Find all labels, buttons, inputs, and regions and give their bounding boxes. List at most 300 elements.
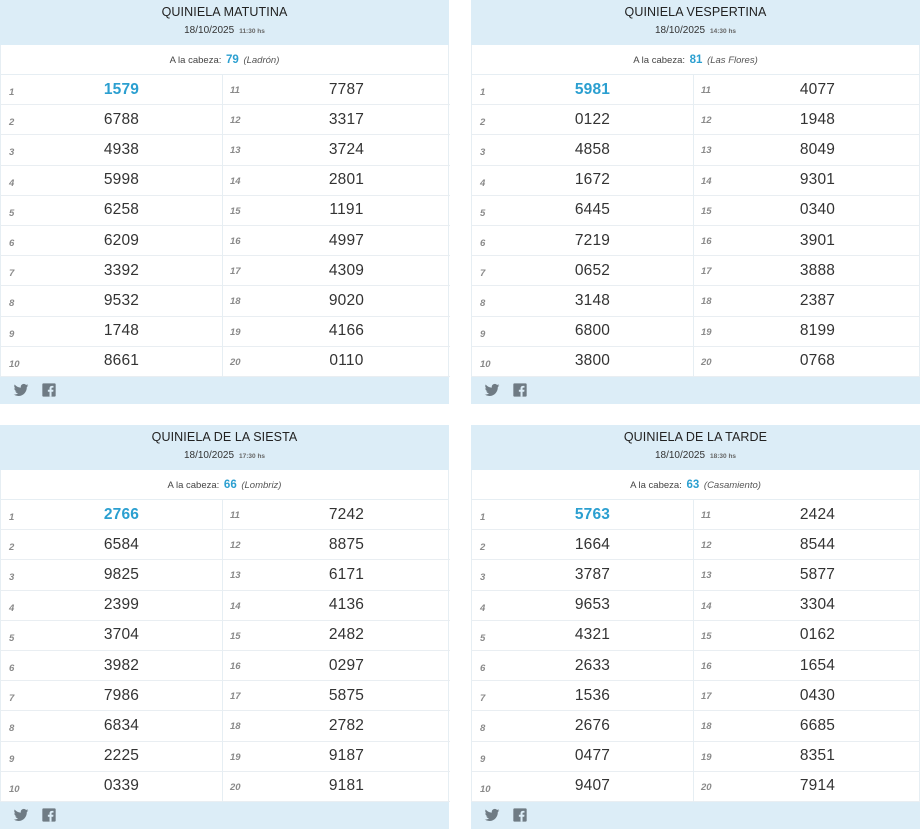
result-number: 0162	[799, 626, 836, 644]
result-number: 5875	[328, 686, 365, 704]
result-row	[1, 711, 222, 741]
result-row	[694, 711, 920, 741]
result-number: 4309	[328, 261, 365, 279]
result-position: 16	[701, 660, 712, 672]
result-row	[223, 591, 450, 621]
result-position: 17	[701, 266, 712, 278]
result-row	[472, 621, 693, 651]
twitter-icon[interactable]	[13, 807, 29, 823]
result-position: 2	[480, 542, 486, 554]
draw-title: QUINIELA MATUTINA	[161, 5, 288, 19]
result-position: 20	[701, 356, 712, 368]
result-number: 1664	[574, 535, 611, 553]
result-row	[694, 560, 920, 590]
result-position: 19	[230, 751, 241, 763]
result-position: 4	[480, 177, 486, 189]
result-number: 7914	[799, 777, 836, 795]
result-row	[1, 772, 222, 802]
result-row	[223, 500, 450, 530]
results-column-right	[223, 500, 450, 802]
result-row	[223, 651, 450, 681]
card-header	[471, 425, 920, 470]
result-row	[1, 286, 222, 316]
result-number: 0340	[799, 201, 836, 219]
results-grid	[471, 500, 920, 802]
draw-title: QUINIELA DE LA SIESTA	[151, 430, 298, 444]
result-position: 8	[9, 723, 15, 735]
result-position: 7	[480, 268, 486, 280]
result-row	[472, 166, 693, 196]
result-number: 2387	[799, 291, 836, 309]
result-position: 2	[480, 117, 486, 129]
result-row	[223, 530, 450, 560]
draw-card-siesta	[0, 425, 449, 829]
result-position: 12	[701, 115, 712, 127]
result-row	[694, 256, 920, 286]
result-number: 3888	[799, 261, 836, 279]
cabeza-number: 66	[223, 479, 237, 491]
result-position: 10	[480, 783, 491, 795]
cabeza-label: A la cabeza:	[633, 55, 685, 66]
result-position: 16	[230, 660, 241, 672]
result-row	[223, 135, 450, 165]
result-number: 3148	[574, 291, 611, 309]
result-row	[223, 347, 450, 377]
draw-card-matutina	[0, 0, 449, 404]
draw-date: 18/10/2025	[654, 25, 706, 36]
result-position: 14	[701, 600, 712, 612]
cabeza-label: A la cabeza:	[167, 480, 220, 491]
result-number: 7986	[103, 686, 140, 704]
result-position: 11	[230, 85, 240, 96]
draw-time: 11:30 hs	[239, 28, 265, 35]
result-row	[1, 742, 222, 772]
result-position: 6	[480, 237, 486, 249]
result-number: 4077	[799, 80, 836, 98]
results-column-left	[472, 500, 694, 802]
result-position: 7	[9, 693, 15, 705]
cabeza-name: (Ladrón)	[243, 55, 280, 66]
result-row	[1, 621, 222, 651]
result-row	[1, 196, 222, 226]
result-position: 15	[230, 205, 241, 217]
result-row	[694, 742, 920, 772]
result-position: 18	[230, 721, 241, 733]
result-number: 2782	[328, 716, 365, 734]
result-position: 5	[9, 207, 15, 219]
result-number: 0297	[328, 656, 365, 674]
result-position: 13	[230, 570, 241, 582]
result-row	[223, 681, 450, 711]
result-row	[472, 742, 693, 772]
result-row	[694, 591, 920, 621]
result-number: 9653	[574, 596, 611, 614]
result-row	[472, 317, 693, 347]
result-number: 6258	[103, 201, 140, 219]
result-number: 7787	[328, 80, 365, 98]
result-position: 20	[230, 781, 241, 793]
result-number: 0652	[574, 261, 611, 279]
result-row	[1, 530, 222, 560]
cabeza-row	[471, 470, 920, 500]
result-number: 7219	[574, 231, 611, 249]
result-row	[694, 347, 920, 377]
result-number: 2766	[103, 505, 140, 523]
result-number: 6445	[574, 201, 611, 219]
results-column-right	[694, 500, 920, 802]
result-row	[472, 772, 693, 802]
result-position: 17	[230, 691, 241, 703]
result-row	[223, 742, 450, 772]
draw-title: QUINIELA VESPERTINA	[624, 5, 767, 19]
results-column-right	[223, 75, 450, 377]
twitter-icon[interactable]	[484, 807, 500, 823]
result-row	[694, 75, 920, 105]
result-number: 9187	[328, 747, 365, 765]
result-number: 4997	[328, 231, 365, 249]
cabeza-number: 79	[226, 54, 239, 66]
result-position: 18	[701, 721, 712, 733]
result-row	[472, 681, 693, 711]
draw-date-row	[0, 25, 449, 38]
results-column-right	[694, 75, 920, 377]
result-number: 4938	[103, 140, 140, 158]
result-row	[223, 286, 450, 316]
result-row	[1, 347, 222, 377]
result-row	[472, 256, 693, 286]
result-row	[472, 560, 693, 590]
result-position: 15	[701, 205, 712, 217]
result-position: 19	[701, 751, 712, 763]
result-row	[472, 75, 693, 105]
result-row	[694, 135, 920, 165]
result-position: 3	[480, 147, 486, 159]
result-position: 8	[480, 298, 486, 310]
result-row	[1, 681, 222, 711]
results-grid	[0, 500, 449, 802]
cabeza-number: 63	[686, 479, 700, 491]
result-row	[472, 711, 693, 741]
twitter-icon[interactable]	[13, 382, 29, 398]
result-row	[694, 226, 920, 256]
result-number: 4321	[574, 626, 611, 644]
result-number: 3704	[103, 626, 140, 644]
result-position: 6	[9, 237, 15, 249]
result-number: 3304	[799, 596, 836, 614]
result-row	[694, 105, 920, 135]
result-number: 3724	[328, 140, 365, 158]
result-row	[694, 500, 920, 530]
result-number: 3392	[103, 261, 140, 279]
result-number: 1948	[799, 110, 836, 128]
result-row	[1, 591, 222, 621]
draw-time: 17:30 hs	[239, 453, 266, 460]
result-number: 1191	[329, 201, 364, 219]
card-header	[0, 0, 449, 45]
result-position: 1	[9, 512, 15, 523]
result-number: 6834	[103, 716, 140, 734]
result-position: 16	[701, 235, 712, 247]
result-number: 2482	[328, 626, 365, 644]
result-number: 3317	[328, 110, 365, 128]
result-row	[223, 317, 450, 347]
result-number: 9181	[328, 777, 365, 795]
result-row	[472, 286, 693, 316]
result-row	[1, 75, 222, 105]
result-row	[694, 681, 920, 711]
result-position: 13	[701, 145, 712, 157]
result-number: 6171	[328, 565, 365, 583]
result-number: 0110	[329, 352, 364, 370]
draw-date: 18/10/2025	[654, 450, 706, 461]
draw-date: 18/10/2025	[183, 450, 235, 461]
result-position: 5	[480, 207, 486, 219]
draw-date-row	[471, 25, 920, 38]
result-number: 4136	[328, 596, 365, 614]
result-row	[472, 135, 693, 165]
result-number: 8049	[799, 140, 836, 158]
result-number: 6685	[799, 716, 836, 734]
result-number: 0122	[574, 110, 611, 128]
result-number: 4858	[574, 140, 611, 158]
result-number: 6584	[103, 535, 140, 553]
result-row	[223, 621, 450, 651]
result-number: 6209	[103, 231, 140, 249]
result-number: 9020	[328, 291, 365, 309]
result-row	[694, 317, 920, 347]
result-position: 2	[9, 117, 15, 129]
result-row	[223, 772, 450, 802]
result-row	[1, 226, 222, 256]
result-row	[472, 105, 693, 135]
result-row	[694, 286, 920, 316]
result-position: 3	[480, 572, 486, 584]
result-number: 5763	[574, 505, 611, 523]
result-number: 6788	[103, 110, 140, 128]
cabeza-row	[471, 45, 920, 75]
result-row	[1, 651, 222, 681]
result-position: 20	[701, 781, 712, 793]
cabeza-number: 81	[689, 54, 703, 66]
share-bar	[471, 802, 920, 829]
result-position: 8	[480, 723, 486, 735]
draw-title: QUINIELA DE LA TARDE	[623, 430, 768, 444]
result-position: 9	[480, 328, 486, 340]
result-position: 4	[9, 602, 15, 614]
result-row	[694, 166, 920, 196]
result-position: 4	[480, 602, 486, 614]
result-number: 0430	[799, 686, 836, 704]
result-position: 13	[701, 570, 712, 582]
result-position: 2	[9, 542, 15, 554]
result-number: 8351	[799, 747, 836, 765]
draw-card-tarde	[471, 425, 920, 829]
result-number: 8661	[103, 352, 140, 370]
result-number: 0339	[103, 777, 140, 795]
result-position: 7	[9, 268, 15, 280]
result-row	[223, 226, 450, 256]
facebook-icon[interactable]	[512, 382, 528, 398]
result-number: 9301	[799, 171, 836, 189]
result-position: 4	[9, 177, 15, 189]
share-bar	[471, 377, 920, 404]
result-row	[1, 256, 222, 286]
result-position: 5	[9, 632, 15, 644]
result-number: 3982	[103, 656, 140, 674]
result-position: 15	[701, 630, 712, 642]
card-header	[0, 425, 449, 470]
result-number: 1654	[799, 656, 836, 674]
result-position: 10	[480, 358, 491, 370]
result-position: 10	[9, 783, 20, 795]
result-number: 3787	[574, 565, 611, 583]
result-position: 14	[701, 175, 712, 187]
result-number: 8875	[328, 535, 365, 553]
result-position: 11	[701, 510, 711, 521]
result-position: 14	[230, 175, 241, 187]
share-bar	[0, 377, 449, 404]
result-number: 5877	[799, 565, 836, 583]
result-position: 15	[230, 630, 241, 642]
results-column-left	[472, 75, 694, 377]
result-position: 1	[9, 87, 15, 98]
result-number: 7242	[328, 505, 365, 523]
facebook-icon[interactable]	[512, 807, 528, 823]
result-number: 3901	[799, 231, 836, 249]
result-position: 6	[9, 662, 15, 674]
result-row	[223, 166, 450, 196]
result-position: 19	[230, 326, 241, 338]
result-row	[223, 196, 450, 226]
cabeza-name: (Lombriz)	[241, 480, 282, 491]
result-position: 8	[9, 298, 15, 310]
result-position: 3	[9, 572, 15, 584]
result-number: 9407	[574, 777, 611, 795]
result-position: 17	[701, 691, 712, 703]
facebook-icon[interactable]	[41, 382, 57, 398]
result-number: 1672	[574, 171, 611, 189]
result-position: 17	[230, 266, 241, 278]
result-number: 6800	[574, 322, 611, 340]
result-row	[472, 226, 693, 256]
draw-date-row	[471, 450, 920, 463]
draw-time: 18:30 hs	[710, 453, 737, 460]
result-number: 5981	[574, 80, 611, 98]
result-number: 0477	[574, 747, 611, 765]
result-number: 2424	[799, 505, 836, 523]
result-row	[1, 560, 222, 590]
results-grid	[471, 75, 920, 377]
result-row	[694, 651, 920, 681]
result-row	[223, 75, 450, 105]
result-row	[1, 135, 222, 165]
draw-date-row	[0, 450, 449, 463]
result-row	[1, 166, 222, 196]
draw-time: 14:30 hs	[710, 28, 737, 35]
result-number: 5998	[103, 171, 140, 189]
result-position: 14	[230, 600, 241, 612]
results-column-left	[1, 500, 223, 802]
result-position: 1	[480, 512, 486, 523]
result-position: 9	[480, 753, 486, 765]
result-position: 13	[230, 145, 241, 157]
result-row	[694, 772, 920, 802]
cabeza-name: (Casamiento)	[703, 480, 761, 491]
result-position: 20	[230, 356, 241, 368]
result-number: 4166	[328, 322, 365, 340]
cabeza-label: A la cabeza:	[630, 480, 682, 491]
result-row	[472, 196, 693, 226]
result-row	[1, 105, 222, 135]
result-position: 1	[480, 87, 486, 98]
result-row	[1, 317, 222, 347]
result-position: 7	[480, 693, 486, 705]
result-number: 9532	[103, 291, 140, 309]
result-number: 1536	[574, 686, 611, 704]
result-number: 2225	[103, 747, 140, 765]
cabeza-row	[0, 45, 449, 75]
result-number: 8199	[799, 322, 836, 340]
result-position: 12	[230, 540, 241, 552]
twitter-icon[interactable]	[484, 382, 500, 398]
results-grid	[0, 75, 449, 377]
result-position: 12	[701, 540, 712, 552]
result-position: 18	[230, 296, 241, 308]
result-position: 16	[230, 235, 241, 247]
cabeza-name: (Las Flores)	[707, 55, 758, 66]
result-position: 9	[9, 328, 15, 340]
card-header	[471, 0, 920, 45]
result-row	[472, 591, 693, 621]
result-number: 2676	[574, 716, 611, 734]
result-position: 19	[701, 326, 712, 338]
result-position: 11	[701, 85, 711, 96]
result-row	[472, 530, 693, 560]
results-column-left	[1, 75, 223, 377]
result-row	[694, 196, 920, 226]
draw-date: 18/10/2025	[184, 25, 235, 36]
result-number: 2801	[328, 171, 365, 189]
result-row	[472, 347, 693, 377]
result-row	[472, 500, 693, 530]
result-row	[694, 621, 920, 651]
result-number: 1748	[103, 322, 140, 340]
result-number: 0768	[799, 352, 836, 370]
result-row	[694, 530, 920, 560]
result-row	[1, 500, 222, 530]
result-position: 12	[230, 115, 241, 127]
result-number: 3800	[574, 352, 611, 370]
result-row	[223, 560, 450, 590]
result-position: 6	[480, 662, 486, 674]
cabeza-label: A la cabeza:	[169, 55, 222, 66]
result-row	[223, 105, 450, 135]
facebook-icon[interactable]	[41, 807, 57, 823]
result-position: 9	[9, 753, 15, 765]
result-number: 9825	[103, 565, 140, 583]
result-position: 18	[701, 296, 712, 308]
result-number: 2399	[103, 596, 140, 614]
result-number: 2633	[574, 656, 611, 674]
draw-card-vespertina	[471, 0, 920, 404]
result-row	[472, 651, 693, 681]
result-position: 11	[230, 510, 240, 521]
cabeza-row	[0, 470, 449, 500]
result-position: 10	[9, 358, 20, 370]
result-position: 3	[9, 147, 15, 159]
result-row	[223, 256, 450, 286]
result-position: 5	[480, 632, 486, 644]
